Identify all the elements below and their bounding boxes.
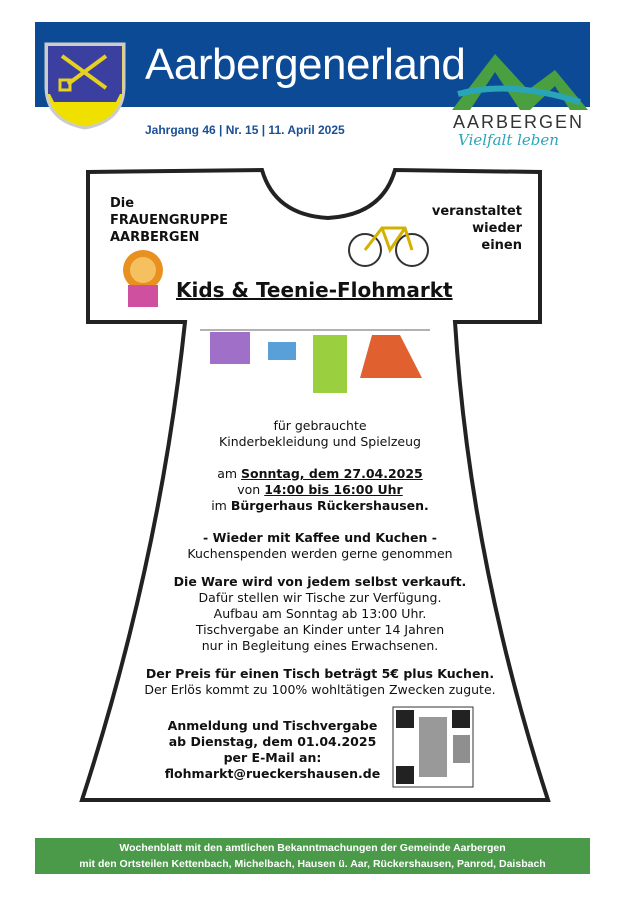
text-line: Aufbau am Sonntag ab 13:00 Uhr. xyxy=(213,606,427,621)
date-line: am Sonntag, dem 27.04.2025 xyxy=(217,466,423,481)
place-line: im Bürgerhaus Rückershausen. xyxy=(211,498,429,513)
text-line: Der Preis für einen Tisch beträgt 5€ plus Kuchen. xyxy=(145,666,495,681)
text-line: nur in Begleitung eines Erwachsenen. xyxy=(201,638,439,653)
text-line: - Wieder mit Kaffee und Kuchen - xyxy=(203,530,437,545)
socks-icon xyxy=(268,342,296,360)
headline: Kids & Teenie-Flohmarkt xyxy=(176,278,453,302)
qr-code xyxy=(393,707,473,787)
email-link[interactable]: flohmarkt@rueckershausen.de xyxy=(164,766,381,781)
time-line: von 14:00 bis 16:00 Uhr xyxy=(237,482,403,497)
brand-name: AARBERGEN xyxy=(453,112,585,132)
registration xyxy=(160,718,385,782)
text-line: per E-Mail an: xyxy=(223,750,322,765)
announce-line: wieder xyxy=(472,221,522,236)
organizer xyxy=(110,195,228,246)
announce-line: veranstaltet xyxy=(431,204,522,219)
text-line: Dafür stellen wir Tische zur Verfügung. xyxy=(198,590,442,605)
text-line: für gebrauchte xyxy=(273,418,367,433)
footer-banner xyxy=(35,838,590,874)
footer-line: Wochenblatt mit den amtlichen Bekanntmachungen der Gemeinde Aarbergen xyxy=(119,842,506,854)
text-line: Der Erlös kommt zu 100% wohltätigen Zwecken zugute. xyxy=(144,682,496,697)
organizer-line: AARBERGEN xyxy=(110,230,200,245)
text-line: Anmeldung und Tischvergabe xyxy=(167,718,378,733)
issue-info: Jahrgang 46 | Nr. 15 | 11. April 2025 xyxy=(145,123,345,137)
skirt-icon xyxy=(360,335,422,378)
announce-line: einen xyxy=(481,238,522,253)
organizer-line: Die xyxy=(110,196,135,211)
lion-mascot-icon xyxy=(123,250,163,307)
pants-icon xyxy=(313,335,347,393)
text-line: Kuchenspenden werden gerne genommen xyxy=(187,546,453,561)
flyer-body xyxy=(110,418,530,698)
newspaper-title: Aarbergenerland xyxy=(145,40,466,89)
organizer-line: FRAUENGRUPPE xyxy=(110,213,229,228)
text-line: Die Ware wird von jedem selbst verkauft. xyxy=(173,574,467,589)
text-line: Kinderbekleidung und Spielzeug xyxy=(219,434,421,449)
text-line: Tischvergabe an Kinder unter 14 Jahren xyxy=(195,622,445,637)
brand-tagline: Vielfalt leben xyxy=(458,131,559,149)
text-line: ab Dienstag, dem 01.04.2025 xyxy=(168,734,377,749)
announce xyxy=(400,203,522,254)
shirt-icon xyxy=(210,332,250,364)
footer-line: mit den Ortsteilen Kettenbach, Michelbach, Hausen ü. Aar, Rückershausen, Panrod, Daisbach xyxy=(79,858,546,870)
